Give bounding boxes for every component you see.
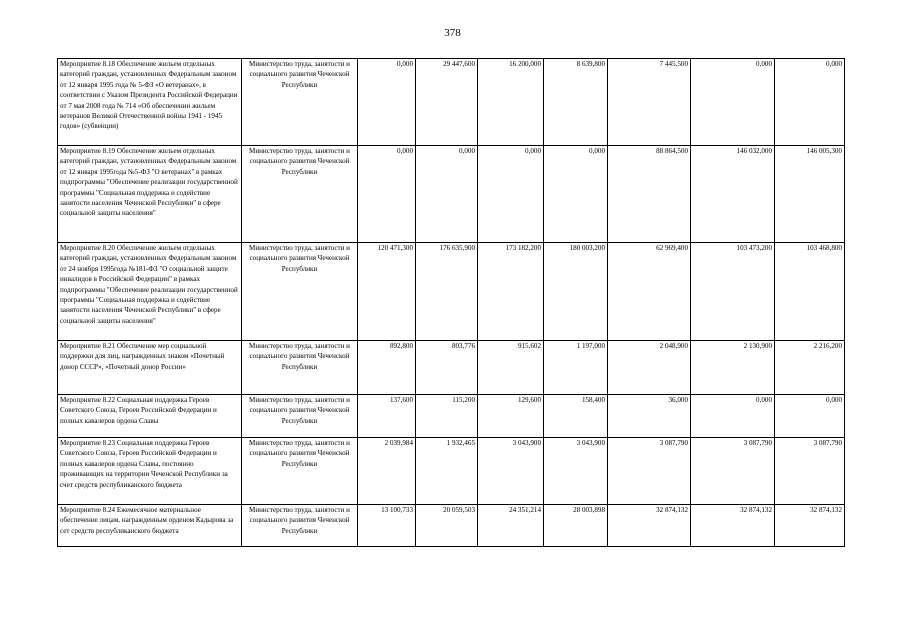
table-row — [58, 146, 845, 243]
value-cell: 0,000 — [691, 395, 775, 438]
value-cell: 3 087,790 — [608, 438, 691, 505]
value-cell: 129,600 — [478, 395, 544, 438]
value-cell: 0,000 — [691, 59, 775, 146]
value-cell: 62 969,400 — [608, 243, 691, 341]
value-cell: 2 130,900 — [691, 341, 775, 395]
table-row — [58, 505, 845, 547]
value-cell: 2 216,200 — [775, 341, 845, 395]
executor-cell: Министерство труда, занятости и социального развития Чеченской Республики — [242, 146, 358, 243]
value-cell: 176 635,900 — [416, 243, 478, 341]
value-cell: 2 048,900 — [608, 341, 691, 395]
activity-name-cell: Мероприятие 8.24 Ежемесячное материальное обеспечение лицам, награжденным орденом Кадырова за сет средств республиканского бюджета — [58, 505, 242, 547]
value-cell: 13 100,733 — [358, 505, 416, 547]
value-cell: 0,000 — [358, 59, 416, 146]
value-cell: 8 639,800 — [544, 59, 608, 146]
executor-cell: Министерство труда, занятости и социального развития Чеченской Республики — [242, 505, 358, 547]
activity-name-cell: Мероприятие 8.21 Обеспечение мер социальной поддержки для лиц, награжденных знаком «Почетный донор СССР», «Почетный донор России» — [58, 341, 242, 395]
value-cell: 0,000 — [478, 146, 544, 243]
value-cell: 20 059,503 — [416, 505, 478, 547]
value-cell: 32 874,132 — [775, 505, 845, 547]
value-cell: 158,400 — [544, 395, 608, 438]
value-cell: 16 200,000 — [478, 59, 544, 146]
value-cell: 915,602 — [478, 341, 544, 395]
value-cell: 803,776 — [416, 341, 478, 395]
activity-name-cell: Мероприятие 8.20 Обеспечение жильем отдельных категорий граждан, установленных Федеральным законом от 24 ноября 1995года №181-ФЗ "О социальной защите инвалидов в Российской Федерации" в рамках подпрограммы "Обеспечение реализации государственной программы "Социальная поддержка и содействие занятости населения Чеченской Республики" в сфере социальной защиты населения" — [58, 243, 242, 341]
value-cell: 32 874,132 — [608, 505, 691, 547]
value-cell: 24 351,214 — [478, 505, 544, 547]
value-cell: 1 932,465 — [416, 438, 478, 505]
executor-cell: Министерство труда, занятости и социального развития Чеченской Республики — [242, 59, 358, 146]
value-cell: 137,600 — [358, 395, 416, 438]
value-cell: 3 043,900 — [478, 438, 544, 505]
table-row — [58, 59, 845, 146]
value-cell: 0,000 — [544, 146, 608, 243]
value-cell: 120 471,300 — [358, 243, 416, 341]
value-cell: 0,000 — [775, 59, 845, 146]
value-cell: 1 197,000 — [544, 341, 608, 395]
table-row — [58, 341, 845, 395]
table-row — [58, 438, 845, 505]
value-cell: 115,200 — [416, 395, 478, 438]
value-cell: 29 447,600 — [416, 59, 478, 146]
value-cell: 103 468,800 — [775, 243, 845, 341]
value-cell: 36,000 — [608, 395, 691, 438]
table-row — [58, 243, 845, 341]
value-cell: 28 003,898 — [544, 505, 608, 547]
program-activities-table — [57, 58, 845, 547]
table-body — [58, 59, 845, 547]
activity-name-cell: Мероприятие 8.19 Обеспечение жильем отдельных категорий граждан, установленных Федеральным законом от 12 января 1995года №5-ФЗ "О ветеранах" в рамках подпрограммы "Обеспечение реализации государственной программы "Социальная поддержка и содействие занятости населения Чеченской Республики" в сфере социальной защиты населения" — [58, 146, 242, 243]
page-number: 378 — [444, 27, 461, 39]
activity-name-cell: Мероприятие 8.23 Социальная поддержка Героев Советского Союза, Героев Российской Федерации и полных кавалеров ордена Славы, постоянно проживающих на территории Чеченской Республики за счет средств республиканского бюджета — [58, 438, 242, 505]
table-row — [58, 395, 845, 438]
value-cell: 146 005,300 — [775, 146, 845, 243]
value-cell: 2 039,984 — [358, 438, 416, 505]
executor-cell: Министерство труда, занятости и социального развития Чеченской Республики — [242, 395, 358, 438]
activity-name-cell: Мероприятие 8.18 Обеспечение жильем отдельных категорий граждан, установленных Федеральным законом от 12 января 1995 года № 5-ФЗ «О ветеранах», в соответствии с Указом Президента Российской Федерации от 7 мая 2008 года № 714 «Об обеспечении жильем ветеранов Великой Отечественной войны 1941 - 1945 годов» (субвенции) — [58, 59, 242, 146]
executor-cell: Министерство труда, занятости и социального развития Чеченской Республики — [242, 243, 358, 341]
executor-cell: Министерство труда, занятости и социального развития Чеченской Республики — [242, 438, 358, 505]
value-cell: 3 087,790 — [775, 438, 845, 505]
value-cell: 180 003,200 — [544, 243, 608, 341]
executor-cell: Министерство труда, занятости и социального развития Чеченской Республики — [242, 341, 358, 395]
value-cell: 3 043,900 — [544, 438, 608, 505]
value-cell: 892,800 — [358, 341, 416, 395]
value-cell: 173 182,200 — [478, 243, 544, 341]
value-cell: 3 087,790 — [691, 438, 775, 505]
activity-name-cell: Мероприятие 8.22 Социальная поддержка Героев Советского Союза, Героев Российской Федерации и полных кавалеров ордена Славы — [58, 395, 242, 438]
value-cell: 0,000 — [358, 146, 416, 243]
value-cell: 103 473,200 — [691, 243, 775, 341]
value-cell: 32 874,132 — [691, 505, 775, 547]
value-cell: 88 864,500 — [608, 146, 691, 243]
value-cell: 7 445,500 — [608, 59, 691, 146]
value-cell: 0,000 — [775, 395, 845, 438]
value-cell: 0,000 — [416, 146, 478, 243]
value-cell: 146 032,000 — [691, 146, 775, 243]
